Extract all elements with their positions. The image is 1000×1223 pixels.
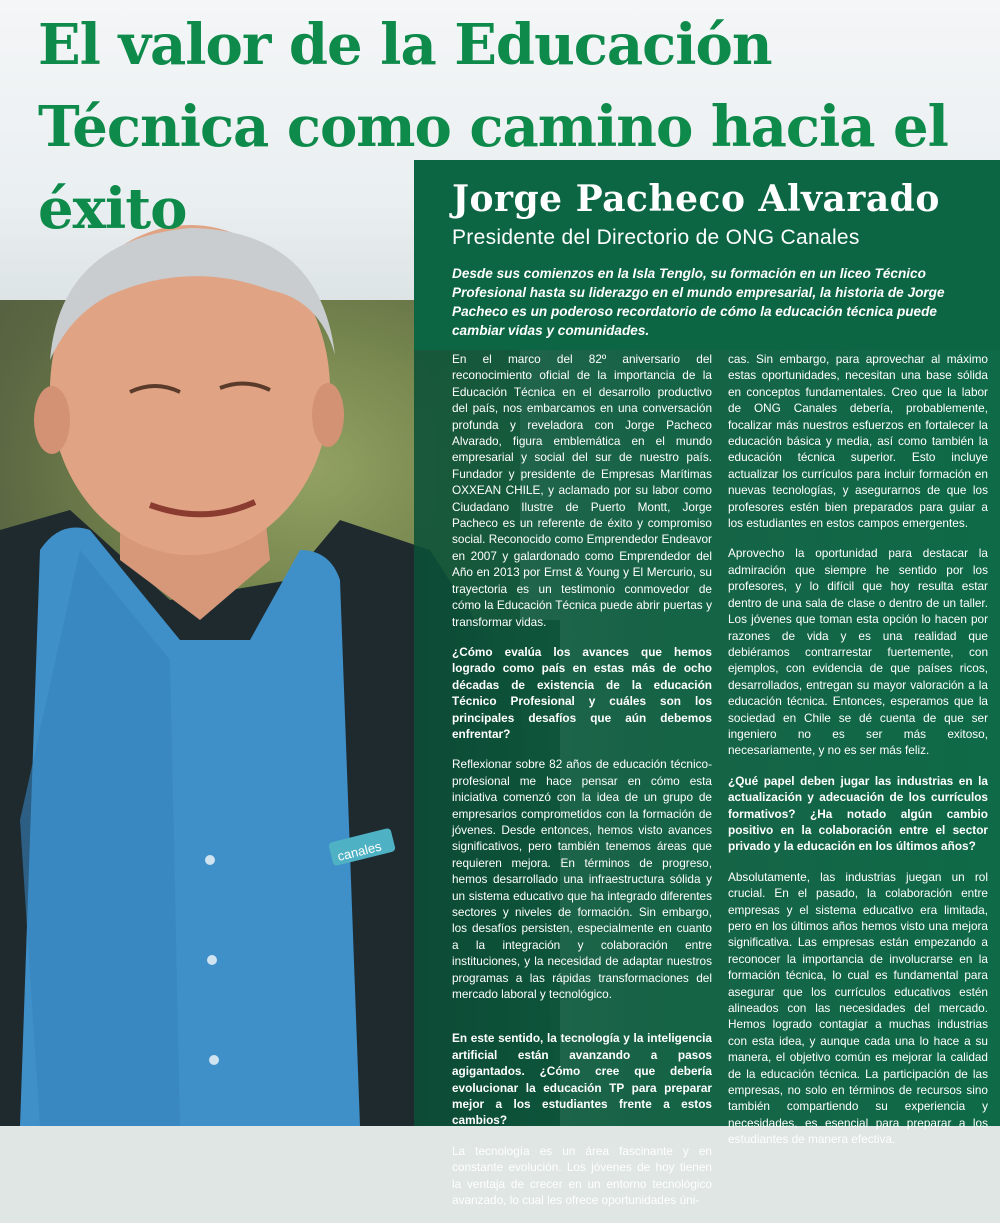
author-role: Presidente del Directorio de ONG Canales: [452, 226, 860, 249]
paragraph: En el marco del 82º aniversario del reconocimiento oficial de la importancia de la Educación Técnica en el desarrollo productivo del país, nos embarcamos en una conversación profunda y reveladora con Jorge Pacheco Alvarado, figura emblemática en el mundo empresarial y social del sur de nuestro país. Fundador y presidente de Empresas Marítimas OXXEAN CHILE, y aclamado por su labor como Ciudadano Ilustre de Puerto Montt, Jorge Pacheco es un referente de éxito y compromiso social. Reconocido como Emprendedor Endeavor en 2007 y galardonado como Emprendedor del Año en 2013 por Ernst & Young y El Mercurio, su trayectoria es un testimonio conmovedor de cómo la Educación Técnica puede abrir puertas y transformar vidas.: [452, 352, 712, 629]
interview-question: ¿Qué papel deben jugar las industrias en la actualización y adecuación de los currículos formativos? ¿Ha notado algún cambio positivo en la colaboración entre el sector privado y la educación en los últimos años?: [728, 773, 988, 854]
paragraph: La tecnología es un área fascinante y en constante evolución. Los jóvenes de hoy tienen la ventaja de crecer en un entorno tecnológico avanzado, lo cual les ofrece oportunidades úni-: [452, 1143, 712, 1208]
article-title: El valor de la Educación Técnica como camino hacia el éxito: [38, 12, 948, 242]
interview-question: En este sentido, la tecnología y la inteligencia artificial están avanzando a pasos agigantados. ¿Cómo cree que debería evolucionar la educación TP para preparar mejor a los estudiantes frente a estos cambios?: [452, 1031, 712, 1128]
author-name: Jorge Pacheco Alvarado: [452, 178, 940, 220]
shirt-logo-text: canales: [335, 838, 383, 864]
article-intro: Desde sus comienzos en la Isla Tenglo, su formación en un liceo Técnico Profesional hasta su liderazgo en el mundo empresarial, la historia de Jorge Pacheco es un poderoso recordatorio de cómo la educación técnica puede cambiar vidas y comunidades.: [452, 266, 945, 338]
paragraph: Absolutamente, las industrias juegan un rol crucial. En el pasado, la colaboración entre empresas y el sistema educativo era limitada, pero en los últimos años hemos visto una mejora significativa. Las empresas están empezando a reconocer la importancia de involucrarse en la formación técnica, lo cual es fundamental para asegurar que los currículos educativos estén alineados con las necesidades del mercado. Hemos logrado contagiar a muchas industrias con esta idea, y aunque cada una lo hace a su manera, el objetivo común es mejorar la calidad de la educación técnica. La participación de las empresas, no solo en términos de recursos sino también compartiendo su experiencia y necesidades, es esencial para preparar a los estudiantes de manera efectiva.: [728, 869, 988, 1147]
paragraph: Reflexionar sobre 82 años de educación técnico-profesional me hace pensar en cómo esta iniciativa comenzó con la idea de un grupo de empresarios comprometidos con la formación de jóvenes. Desde entonces, hemos visto avances significativos, pero también tenemos áreas que requieren mejora. En términos de progreso, hemos desarrollado una infraestructura sólida y un sistema educativo que ha integrado diferentes sectores y niveles de formación. Sin embargo, los desafíos persisten, especialmente en cuanto a la integración y colaboración entre instituciones, y la necesidad de adaptar nuestros programas a las rápidas transformaciones del mercado laboral y tecnológico.: [452, 757, 712, 1002]
right-text-column: [728, 351, 988, 1162]
paragraph: Aprovecho la oportunidad para destacar la admiración que siempre he sentido por los profesores, y lo difícil que hoy resulta estar dentro de una sala de clase o dentro de un taller. Los jóvenes que toman esta opción lo hacen por razones de vida y es una realidad que debiéramos contrarrestar fuertemente, con ejemplos, con evidencia de que países ricos, desarrollados, entregan su mayor valoración a la educación técnica. Entonces, esperamos que la sociedad en Chile se dé cuenta de que ser ingeniero no es ser más exitoso, necesariamente, y no es ser más feliz.: [728, 546, 988, 758]
left-text-column: [452, 351, 712, 1223]
interview-question: ¿Cómo evalúa los avances que hemos logrado como país en estas más de ocho décadas de existencia de la educación Técnico Profesional y cuáles son los principales desafíos que aún debemos enfrentar?: [452, 644, 712, 741]
paragraph: cas. Sin embargo, para aprovechar al máximo estas oportunidades, necesitan una base sólida en conceptos fundamentales. Creo que la labor de ONG Canales debería, probablemente, focalizar más nuestros esfuerzos en fortalecer la educación básica y media, así como también la educación técnica superior. Esto incluye actualizar los currículos para incluir formación en nuevas tecnologías, y asegurarnos de que los profesores estén bien preparados para guiar a los estudiantes en estos campos emergentes.: [728, 352, 988, 531]
